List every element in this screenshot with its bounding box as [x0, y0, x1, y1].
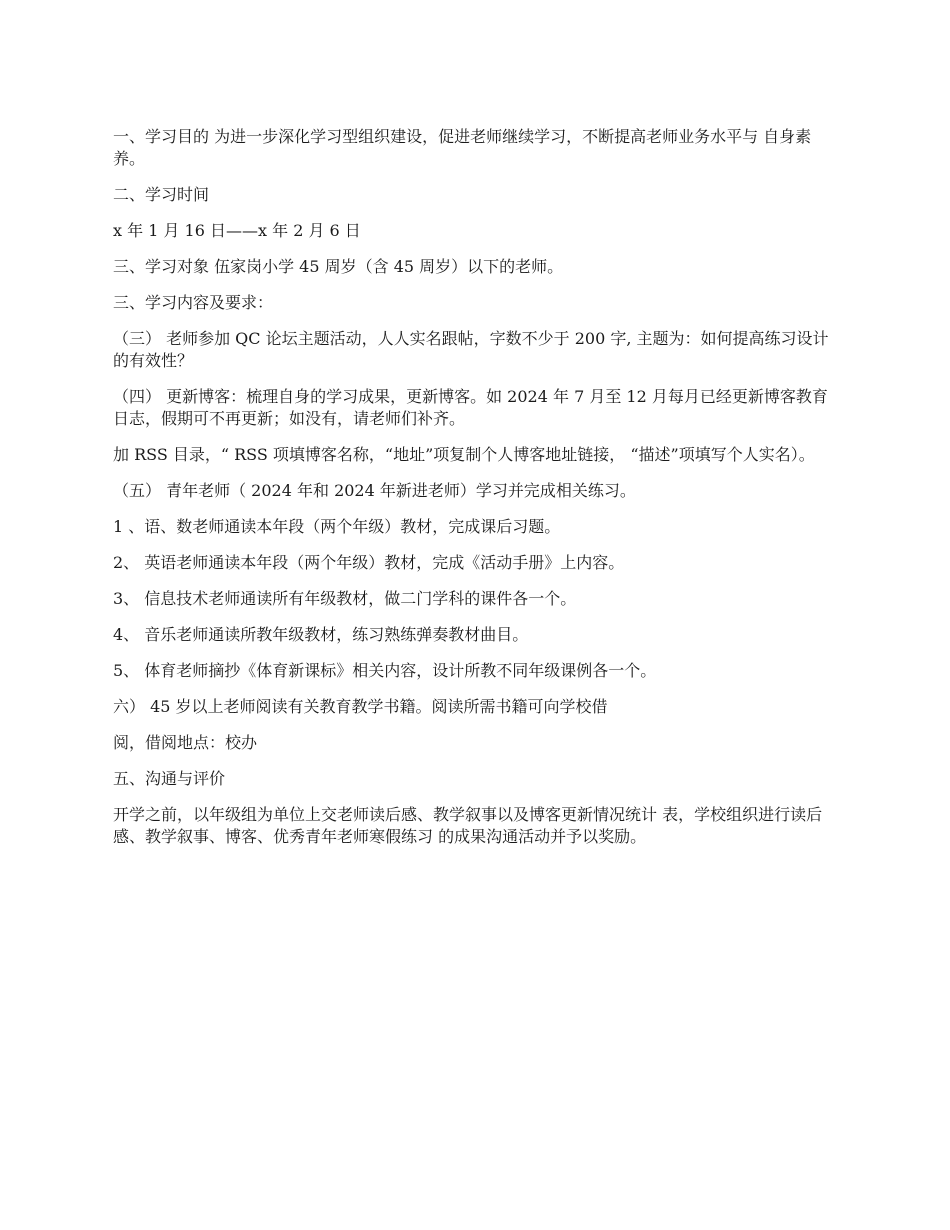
paragraph-study-purpose: 一、学习目的 为进一步深化学习型组织建设，促进老师继续学习，不断提高老师业务水平与 自身素养。: [113, 127, 812, 168]
paragraph-item-4-blog: （四） 更新博客：梳理自身的学习成果，更新博客。如 2024 年 7 月至 12 月每月已经更新博客教育日志，假期可不再更新；如没有，请老师们补齐。: [113, 387, 828, 428]
list-item-1-chinese-math: 1 、语、数老师通读本年段（两个年级）教材，完成课后习题。: [113, 517, 561, 536]
paragraph-borrow-location: 阅，借阅地点：校办: [113, 733, 258, 752]
heading-study-time: 二、学习时间: [113, 185, 210, 204]
paragraph-rss-instructions: 加 RSS 目录，“ RSS 项填博客名称，“地址”项复制个人博客地址链接， “描述”项填写个人实名）。: [113, 445, 815, 464]
heading-content-requirements: 三、学习内容及要求：: [113, 293, 274, 312]
heading-communication-evaluation: 五、沟通与评价: [113, 769, 226, 788]
list-item-5-pe: 5、 体育老师摘抄《体育新课标》相关内容，设计所教不同年级课例各一个。: [113, 661, 657, 680]
paragraph-item-3-qc-forum: （三） 老师参加 QC 论坛主题活动，人人实名跟帖，字数不少于 200 字, 主题为：如何提高练习设计的有效性？: [113, 329, 829, 370]
list-item-3-it: 3、 信息技术老师通读所有年级教材，做二门学科的课件各一个。: [113, 589, 577, 608]
paragraph-study-target: 三、学习对象 伍家岗小学 45 周岁（含 45 周岁）以下的老师。: [113, 257, 564, 276]
paragraph-evaluation-details: 开学之前，以年级组为单位上交老师读后感、教学叙事以及博客更新情况统计 表，学校组织进行读后感、教学叙事、博客、优秀青年老师寒假练习 的成果沟通活动并予以奖励。: [113, 805, 823, 846]
paragraph-date-range: x 年 1 月 16 日——x 年 2 月 6 日: [113, 221, 361, 240]
paragraph-item-5-young-teachers: （五） 青年老师（ 2024 年和 2024 年新进老师）学习并完成相关练习。: [113, 481, 636, 500]
document-body: [113, 126, 831, 862]
list-item-4-music: 4、 音乐老师通读所教年级教材，练习熟练弹奏教材曲目。: [113, 625, 529, 644]
list-item-2-english: 2、 英语老师通读本年段（两个年级）教材，完成《活动手册》上内容。: [113, 553, 625, 572]
paragraph-item-6-reading: 六） 45 岁以上老师阅读有关教育教学书籍。阅读所需书籍可向学校借: [113, 697, 608, 716]
